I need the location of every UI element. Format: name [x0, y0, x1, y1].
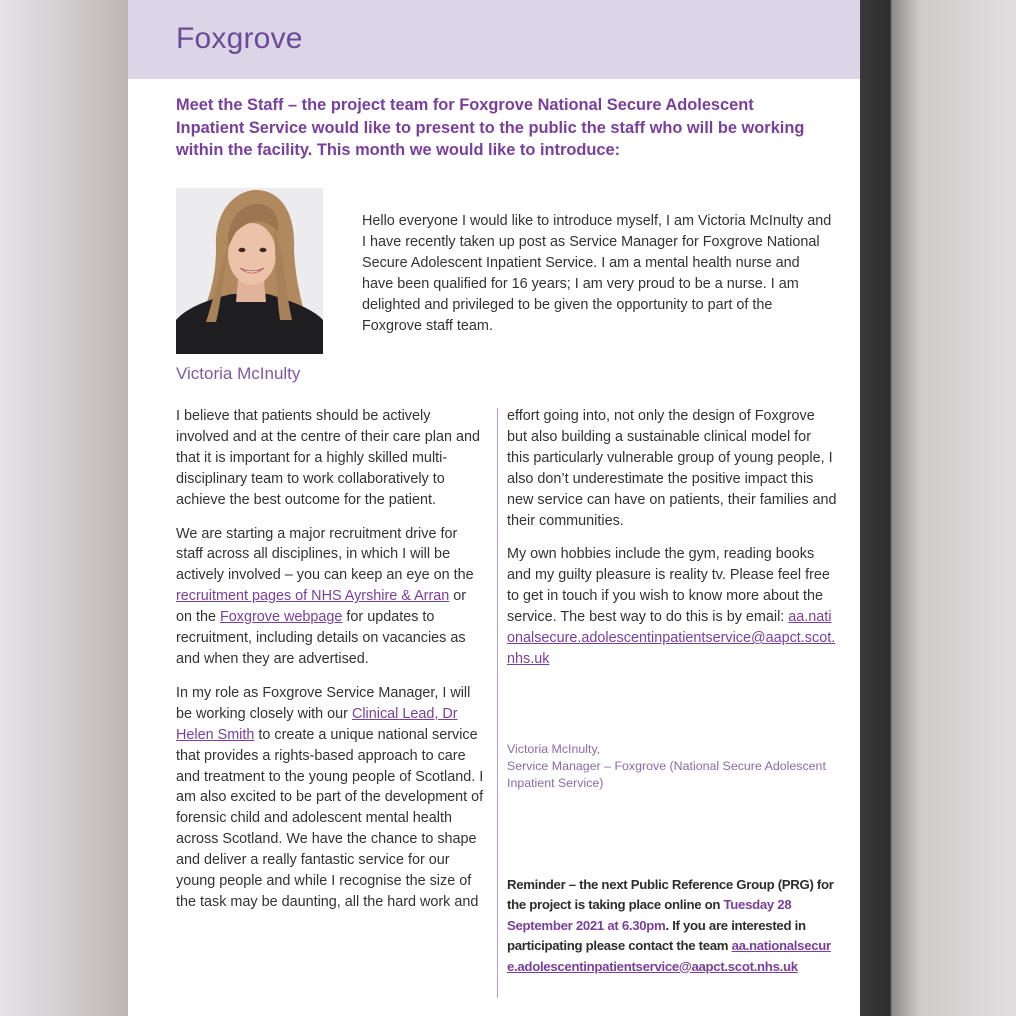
- page-title: Foxgrove: [176, 22, 303, 55]
- reminder-date: Tuesday 28 September 2021 at 6.30pm: [507, 897, 792, 933]
- foxgrove-webpage-link[interactable]: Foxgrove webpage: [220, 609, 343, 626]
- paragraph-text: for updates to recruitment, including details on vacancies as and when they are advertised.: [176, 609, 466, 667]
- paragraph-text: My own hobbies include the gym, reading books and my guilty pleasure is reality tv. Please feel free to get in touch if you wish to know more about the service. The best way to do this is by email:: [507, 546, 830, 626]
- paragraph-text: or on the: [176, 588, 467, 626]
- reminder-email-link[interactable]: aa.nationalsecure.adolescentinpatientservice@aapct.scot.nhs.uk: [507, 938, 831, 974]
- left-column: [176, 406, 486, 926]
- paragraph-patients: I believe that patients should be actively involved and at the centre of their care plan and that it is important for a highly skilled multi-disciplinary team to work collaboratively to achieve the best outcome for the patient.: [176, 408, 481, 508]
- newsletter-page: [128, 0, 860, 1016]
- paragraph-text: We are starting a major recruitment drive for staff across all disciplines, in which I will be actively involved – you can keep an eye on the: [176, 525, 474, 584]
- intro-heading: Meet the Staff – the project team for Foxgrove National Secure Adolescent Inpatient Service would like to present to the public the staff who will be working within the facility. This month we would like to introduce:: [176, 96, 805, 159]
- paragraph-recruitment: [176, 524, 486, 670]
- background-left: [0, 0, 128, 1016]
- bio-paragraph: Hello everyone I would like to introduce myself, I am Victoria McInulty and I have recently taken up post as Service Manager for Foxgrove National Secure Adolescent Inpatient Service. I am a mental health nurse and have been qualified for 16 years; I am very proud to be a nurse. I am delighted and privileged to be given the opportunity to part of the Foxgrove staff team.: [362, 213, 832, 334]
- clinical-lead-link[interactable]: Clinical Lead, Dr Helen Smith: [176, 705, 458, 743]
- paragraph-text: to create a unique national service that provides a rights-based approach to care and treatment to the young people of Scotland. I am also excited to be part of the development of forensic child and adolescent mental health across Scotland. We have the chance to shape and deliver a really fantastic service for our young people and while I recognise the size of the task may be daunting, all the hard work and: [176, 726, 484, 910]
- paragraph-effort: effort going into, not only the design of Foxgrove but also building a sustainable clinical model for this particularly vulnerable group of young people, I also don’t underestimate the positive impact this new service can have on patients, their families and their communities.: [507, 408, 837, 529]
- paragraph-role: [176, 683, 486, 913]
- signoff: [507, 741, 837, 792]
- paragraph-text: In my role as Foxgrove Service Manager, I will be working closely with our: [176, 684, 471, 722]
- nhs-recruitment-link[interactable]: recruitment pages of NHS Ayrshire & Arran: [176, 588, 450, 605]
- background-right: [860, 0, 1016, 1016]
- portrait-image: [176, 188, 323, 354]
- photo-caption: Victoria McInulty: [176, 364, 301, 383]
- column-divider: [497, 408, 498, 998]
- contact-email-link[interactable]: aa.nationalsecure.adolescentinpatientservice@aapct.scot.nhs.uk: [507, 609, 836, 667]
- signoff-name: Victoria McInulty,: [507, 742, 601, 756]
- paragraph-hobbies: [507, 544, 837, 669]
- right-column: [507, 406, 837, 683]
- reminder-text: . If you are interested in participating please contact the team: [507, 917, 806, 954]
- signoff-role: Service Manager – Foxgrove (National Secure Adolescent Inpatient Service): [507, 759, 826, 790]
- prg-reminder: [507, 875, 837, 977]
- reminder-text: Reminder – the next Public Reference Group (PRG) for the project is taking place online on: [507, 877, 834, 913]
- profile-photo: [176, 188, 323, 354]
- header-band: [128, 0, 860, 79]
